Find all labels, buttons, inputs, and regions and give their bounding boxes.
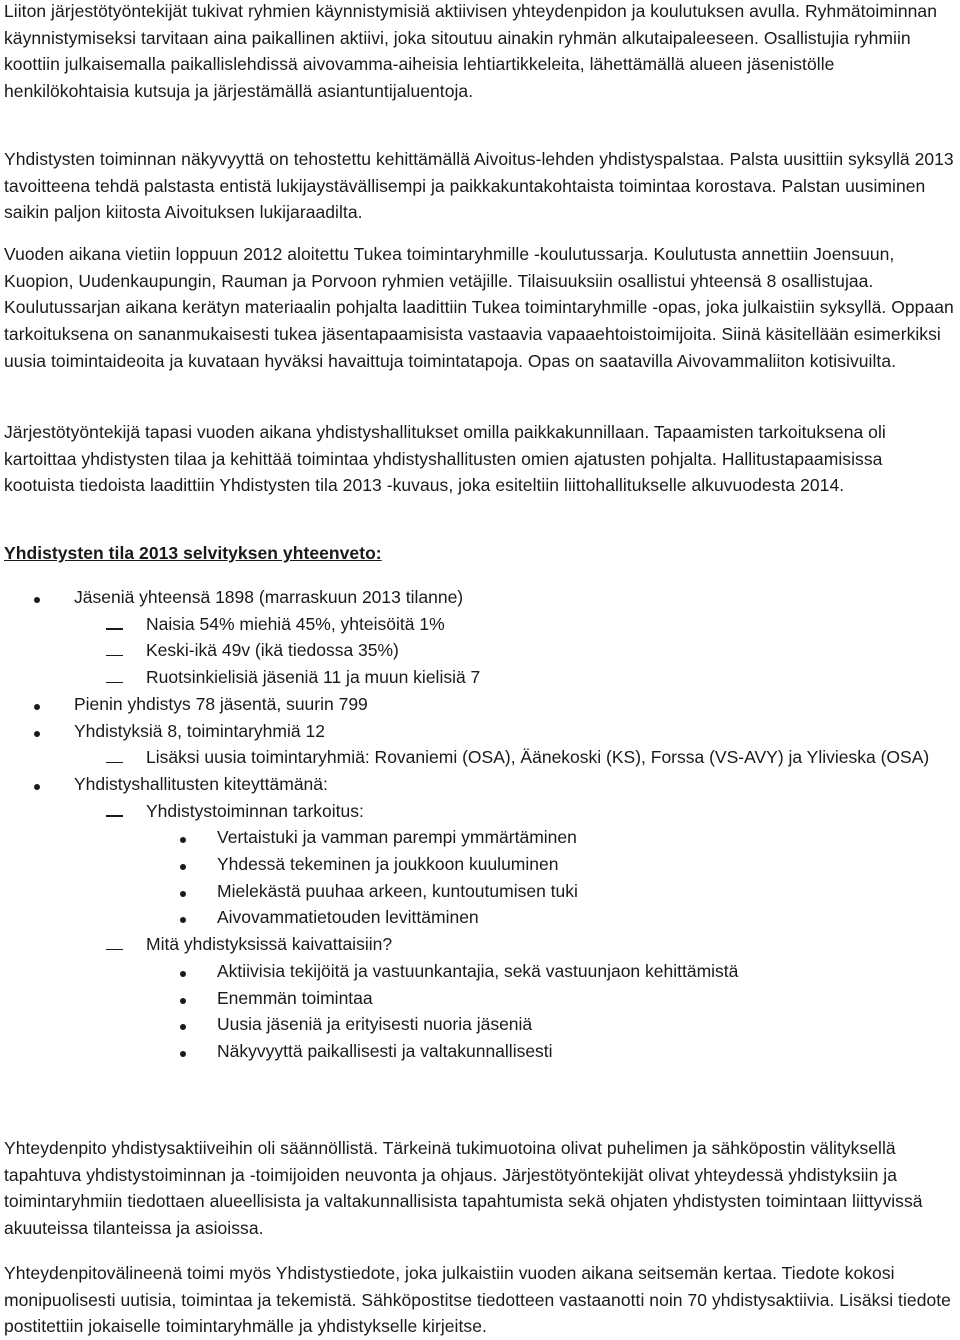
list-item: Yhdistystoiminnan tarkoitus: xyxy=(0,798,960,825)
bullet-icon xyxy=(180,958,186,985)
bullet-icon xyxy=(180,851,186,878)
dash-icon xyxy=(106,931,123,958)
dash-icon xyxy=(106,744,123,771)
list-item: Pienin yhdistys 78 jäsentä, suurin 799 xyxy=(0,691,960,718)
dash-icon xyxy=(106,664,123,691)
paragraph-board-meetings: Järjestötyöntekijä tapasi vuoden aikana yhdistyshallitukset omilla paikkakunnillaan. Tapaamisten tarkoituksena oli kartoittaa yhdistysten tilaa ja kehittää toimintaa yhdistyshallitusten omien ajatusten pohjalta. Hallitustapaamisissa kootuista tiedoista laadittiin Yhdistysten tila 2013 -kuvaus, joka esiteltiin liittohallitukselle alkuvuodesta 2014. xyxy=(4,422,886,496)
dash-icon xyxy=(106,611,123,638)
bullet-icon xyxy=(34,691,40,718)
bullet-icon xyxy=(180,1011,186,1038)
list-item: Enemmän toimintaa xyxy=(0,985,960,1012)
list-item: Yhdessä tekeminen ja joukkoon kuuluminen xyxy=(0,851,960,878)
list-item: Aivovammatietouden levittäminen xyxy=(0,904,960,931)
bullet-icon xyxy=(34,718,40,745)
list-item: Yhdistyksiä 8, toimintaryhmiä 12 xyxy=(0,718,960,745)
list-item: Mielekästä puuhaa arkeen, kuntoutumisen tuki xyxy=(0,878,960,905)
bullet-icon xyxy=(180,904,186,931)
bullet-icon xyxy=(180,824,186,851)
summary-list xyxy=(0,584,960,1065)
paragraph-visibility: Yhdistysten toiminnan näkyvyyttä on tehostettu kehittämällä Aivoitus-lehden yhdistyspalstaa. Palsta uusittiin syksyllä 2013 tavoitteena tehdä palstasta entistä lukijaystävällisempi ja paikkakuntakohtaista toimintaa korostava. Palstan uusiminen saikin paljon kiitosta Aivoituksen lukijaraadilta. xyxy=(4,149,954,223)
list-item: Keski-ikä 49v (ikä tiedossa 35%) xyxy=(0,637,960,664)
paragraph-contact: Yhteydenpito yhdistysaktiiveihin oli säännöllistä. Tärkeinä tukimuotoina olivat puhelimen ja sähköpostin välityksellä tapahtuva yhdistystoiminnan ja -toimijoiden neuvonta ja ohjaus. Järjestötyöntekijät olivat yhteydessä yhdistyksiin ja toimintaryhmiin tiedottaen alueellisista ja valtakunnallisista tapahtumista sekä ohjaten yhdistysten toimintaan liittyvissä akuuteissa tilanteissa ja asioissa. xyxy=(4,1138,923,1239)
list-item: Naisia 54% miehiä 45%, yhteisöitä 1% xyxy=(0,611,960,638)
paragraph-group-startup: Liiton järjestötyöntekijät tukivat ryhmien käynnistymisiä aktiivisen yhteydenpidon ja koulutuksen avulla. Ryhmätoiminnan käynnistymiseksi tarvitaan aina paikallinen aktiivi, joka sitoutuu ainakin ryhmän alkutaipaleeseen. Osallistujia ryhmiin koottiin julkaisemalla paikallislehdissä aivovamma-aiheisia lehtiartikkeleita, lähettämällä alueen jäsenistölle henkilökohtaisia kutsuja ja järjestämällä asiantuntijaluentoja. xyxy=(4,1,937,102)
bullet-icon xyxy=(180,878,186,905)
list-item: Näkyvyyttä paikallisesti ja valtakunnallisesti xyxy=(0,1038,960,1065)
list-item: Ruotsinkielisiä jäseniä 11 ja muun kielisiä 7 xyxy=(0,664,960,691)
list-item: Aktiivisia tekijöitä ja vastuunkantajia, sekä vastuunjaon kehittämistä xyxy=(0,958,960,985)
bullet-icon xyxy=(34,584,40,611)
summary-heading: Yhdistysten tila 2013 selvityksen yhteenveto: xyxy=(4,543,382,563)
list-item: Vertaistuki ja vamman parempi ymmärtäminen xyxy=(0,824,960,851)
paragraph-bulletin: Yhteydenpitovälineenä toimi myös Yhdistystiedote, joka julkaistiin vuoden aikana seitsemän kertaa. Tiedote kokosi monipuolisesti uutisia, toimintaa ja tekemistä. Sähköpostitse tiedotteen vastaanotti noin 70 yhdistysaktiivia. Lisäksi tiedote postitettiin jokaiselle toimintaryhmälle ja yhdistykselle kirjeitse. xyxy=(4,1263,951,1337)
list-item: Jäseniä yhteensä 1898 (marraskuun 2013 tilanne) xyxy=(0,584,960,611)
bullet-icon xyxy=(180,1038,186,1065)
list-item: Mitä yhdistyksissä kaivattaisiin? xyxy=(0,931,960,958)
dash-icon xyxy=(106,798,123,825)
paragraph-training: Vuoden aikana vietiin loppuun 2012 aloitettu Tukea toimintaryhmille -koulutussarja. Koulutusta annettiin Joensuun, Kuopion, Uudenkaupungin, Rauman ja Porvoon ryhmien vetäjille. Tilaisuuksiin osallistui yhteensä 8 osallistujaa. Koulutussarjan aikana kerätyn materiaalin pohjalta laadittiin Tukea toimintaryhmille -opas, joka julkaistiin syksyllä. Oppaan tarkoituksena on sananmukaisesti tukea jäsentapaamisista vastaavia vapaaehtoistoimijoita. Siinä käsitellään esimerkiksi uusia toimintaideoita ja kuvataan hyväksi havaittuja toimintatapoja. Opas on saatavilla Aivovammaliiton kotisivuilta. xyxy=(4,244,954,371)
bullet-icon xyxy=(180,985,186,1012)
dash-icon xyxy=(106,637,123,664)
list-item: Lisäksi uusia toimintaryhmiä: Rovaniemi (OSA), Äänekoski (KS), Forssa (VS-AVY) ja Ylivieska (OSA) xyxy=(0,744,960,771)
bullet-icon xyxy=(34,771,40,798)
list-item: Yhdistyshallitusten kiteyttämänä: xyxy=(0,771,960,798)
list-item: Uusia jäseniä ja erityisesti nuoria jäseniä xyxy=(0,1011,960,1038)
